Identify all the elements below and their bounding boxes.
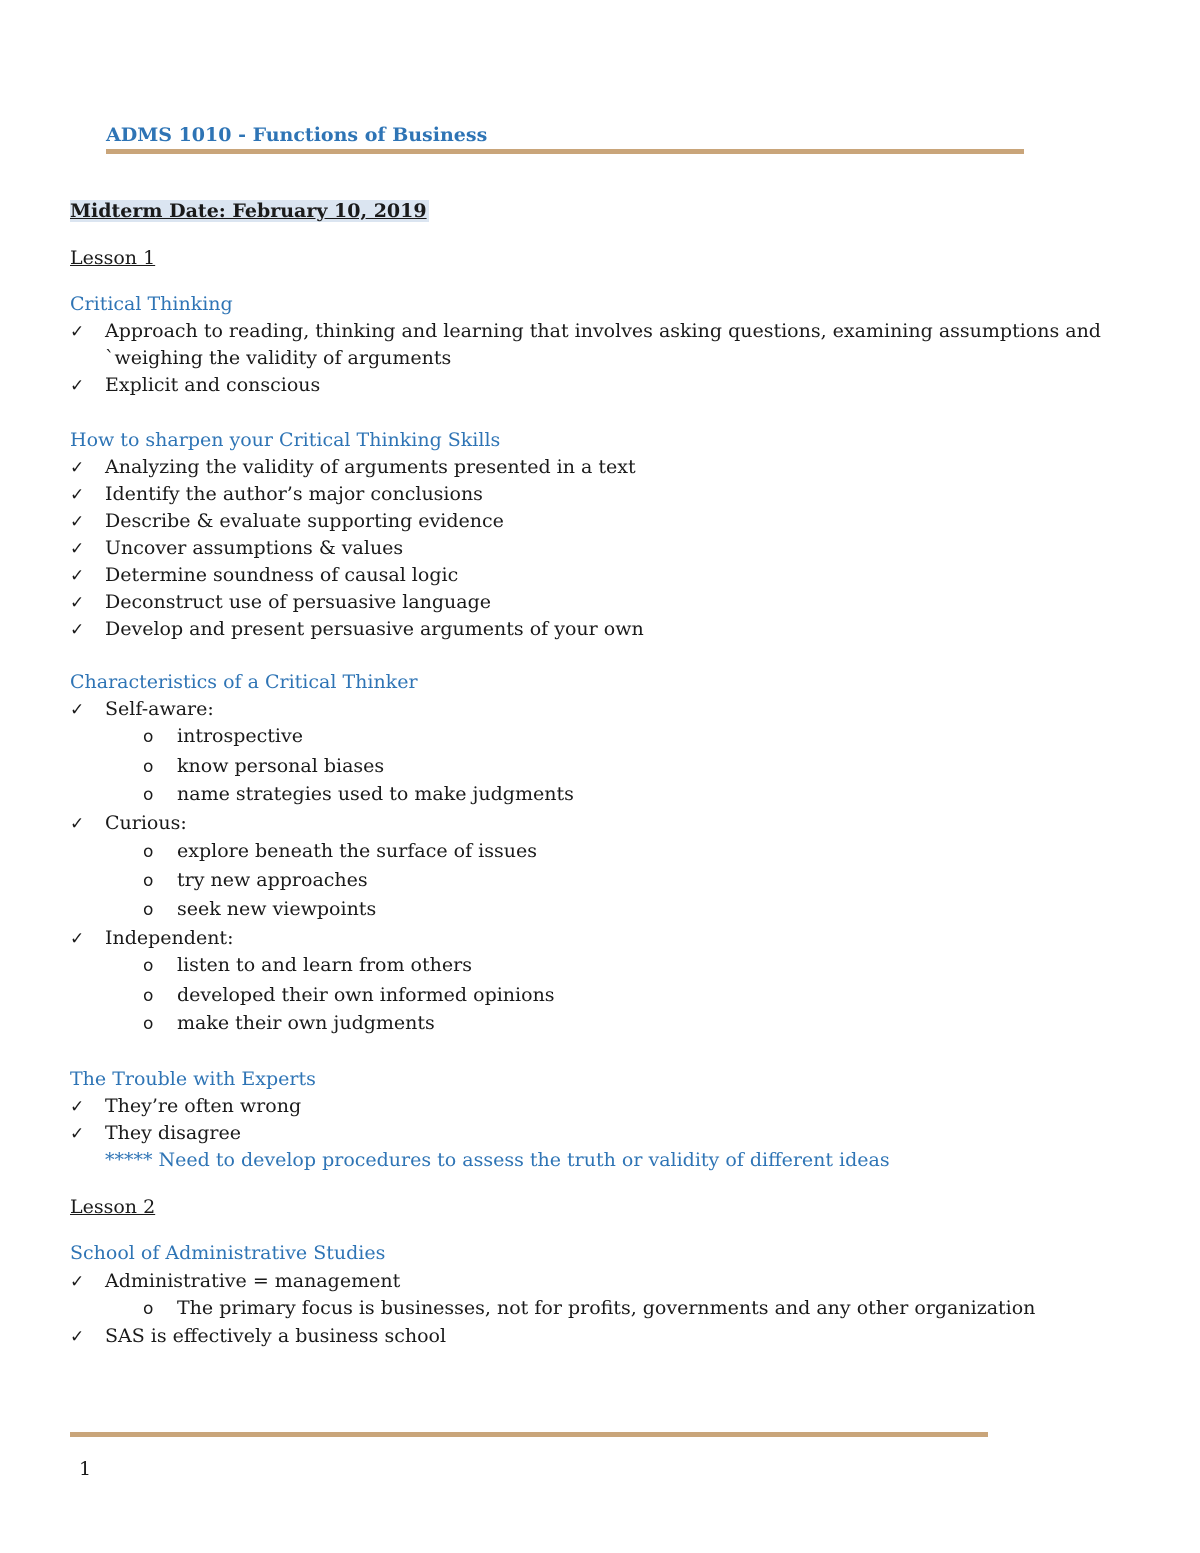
list-item-text: They’re often wrong (105, 1095, 302, 1117)
sas-heading: School of Administrative Studies (70, 1242, 386, 1264)
check-icon: ✓ (70, 458, 85, 478)
check-icon: ✓ (70, 1272, 85, 1292)
sharpen-skills-heading: How to sharpen your Critical Thinking Skills (70, 429, 501, 451)
list-item (70, 454, 636, 480)
sub-list-item (143, 1010, 435, 1036)
circle-bullet-icon: o (143, 986, 154, 1006)
circle-bullet-icon: o (143, 727, 154, 747)
check-icon: ✓ (70, 322, 85, 342)
circle-bullet-icon: o (143, 1299, 154, 1319)
list-item (70, 1323, 446, 1349)
list-item (70, 589, 491, 615)
list-item (70, 925, 233, 951)
sub-list-item (143, 982, 555, 1008)
list-item (70, 696, 214, 722)
sub-list-item (143, 952, 472, 978)
check-icon: ✓ (70, 700, 85, 720)
list-item-text: Analyzing the validity of arguments presented in a text (105, 456, 636, 478)
check-icon: ✓ (70, 376, 85, 396)
list-item (70, 562, 458, 588)
list-item-text: They disagree (105, 1122, 241, 1144)
list-item (70, 810, 187, 836)
check-icon: ✓ (70, 539, 85, 559)
midterm-line (70, 198, 429, 224)
document-title: ADMS 1010 - Functions of Business (106, 124, 488, 146)
list-item-text: Deconstruct use of persuasive language (105, 591, 492, 613)
circle-bullet-icon: o (143, 871, 154, 891)
list-item-text: Explicit and conscious (105, 374, 321, 396)
critical-thinking-heading: Critical Thinking (70, 293, 233, 315)
list-item-text: Administrative = management (105, 1270, 401, 1292)
sub-list-item-text: know personal biases (177, 755, 385, 777)
sub-list-item-text: developed their own informed opinions (177, 984, 555, 1006)
page-number: 1 (79, 1458, 92, 1480)
circle-bullet-icon: o (143, 842, 154, 862)
sub-list-item-text: try new approaches (177, 869, 368, 891)
list-item-text: Develop and present persuasive arguments of your own (105, 618, 644, 640)
footer-rule (70, 1432, 988, 1437)
list-item-text: SAS is effectively a business school (105, 1325, 447, 1347)
list-item (70, 1120, 241, 1146)
circle-bullet-icon: o (143, 1014, 154, 1034)
sub-list-item-text: introspective (177, 725, 303, 747)
check-icon: ✓ (70, 485, 85, 505)
list-item (70, 508, 504, 534)
sub-list-item (143, 838, 537, 864)
list-item-text: Approach to reading, thinking and learning that involves asking questions, examining assumptions and (105, 320, 1101, 342)
list-item (70, 372, 320, 398)
list-item-text: Determine soundness of causal logic (105, 564, 459, 586)
characteristics-heading: Characteristics of a Critical Thinker (70, 671, 418, 693)
check-icon: ✓ (70, 566, 85, 586)
sub-list-item-text: listen to and learn from others (177, 954, 472, 976)
sub-list-item-text: explore beneath the surface of issues (177, 840, 537, 862)
list-item (70, 1093, 301, 1119)
circle-bullet-icon: o (143, 956, 154, 976)
list-item-text: Identify the author’s major conclusions (105, 483, 483, 505)
sub-list-item (143, 896, 376, 922)
sub-list-item-text: name strategies used to make judgments (177, 783, 574, 805)
sub-list-item (143, 753, 384, 779)
sub-list-item (143, 1295, 1035, 1321)
lesson-2-label: Lesson 2 (70, 1196, 156, 1218)
circle-bullet-icon: o (143, 785, 154, 805)
list-item-text: Uncover assumptions & values (105, 537, 404, 559)
experts-heading: The Trouble with Experts (70, 1068, 316, 1090)
sub-list-item-text: seek new viewpoints (177, 898, 377, 920)
midterm-date: Midterm Date: February 10, 2019 (70, 200, 427, 222)
list-item-text: Curious: (105, 812, 187, 834)
list-item-text: Independent: (105, 927, 234, 949)
lesson-1-line (70, 245, 155, 271)
sub-list-item (143, 723, 303, 749)
lesson-1-label: Lesson 1 (70, 247, 156, 269)
list-item-continuation: `weighing the validity of arguments (105, 347, 452, 369)
list-item (70, 481, 483, 507)
sub-list-item (143, 867, 368, 893)
check-icon: ✓ (70, 814, 85, 834)
circle-bullet-icon: o (143, 900, 154, 920)
check-icon: ✓ (70, 1097, 85, 1117)
sub-list-item (143, 781, 574, 807)
circle-bullet-icon: o (143, 757, 154, 777)
check-icon: ✓ (70, 620, 85, 640)
check-icon: ✓ (70, 593, 85, 613)
lesson-2-line (70, 1194, 155, 1220)
list-item-text: Self-aware: (105, 698, 214, 720)
check-icon: ✓ (70, 512, 85, 532)
check-icon: ✓ (70, 1124, 85, 1144)
check-icon: ✓ (70, 929, 85, 949)
list-item (70, 535, 403, 561)
list-item (70, 318, 1101, 344)
check-icon: ✓ (70, 1327, 85, 1347)
sub-list-item-text: The primary focus is businesses, not for profits, governments and any other organization (177, 1297, 1036, 1319)
header-rule (106, 149, 1024, 154)
list-item (70, 616, 644, 642)
list-item-text: Describe & evaluate supporting evidence (105, 510, 504, 532)
experts-note: ***** Need to develop procedures to assess the truth or validity of different ideas (105, 1149, 890, 1171)
sub-list-item-text: make their own judgments (177, 1012, 435, 1034)
list-item (70, 1268, 400, 1294)
